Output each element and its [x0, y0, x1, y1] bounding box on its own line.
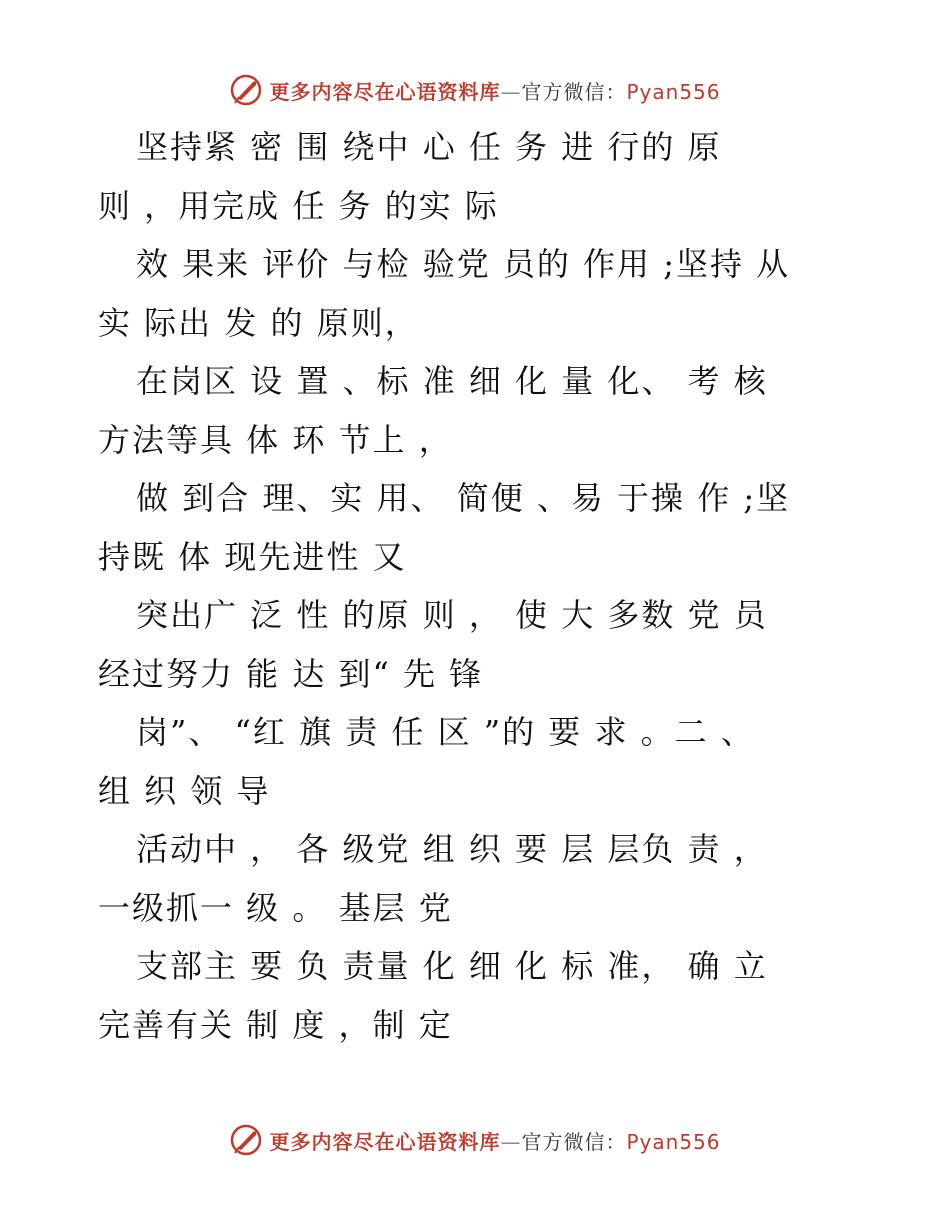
banner-wechat-id: Pyan556 — [626, 79, 721, 104]
text-line: 持既 体 现先进性 又 — [98, 537, 407, 576]
text-line: 坚持紧 密 围 绕中 心 任 务 进 行的 原 — [136, 128, 722, 166]
header-banner — [0, 70, 950, 110]
banner-wechat-label: 官方微信： — [521, 1129, 627, 1154]
text-line: 实 际出 发 的 原则， — [98, 303, 419, 342]
text-line: 支部主 要 负 责量 化 细 化 标 准， 确 立 — [136, 947, 768, 985]
banner-wechat-label: 官方微信： — [521, 79, 627, 104]
text-line: 方法等具 体 环 节上 ， — [98, 420, 453, 459]
banner-title: 更多内容尽在心语资料库 — [269, 79, 501, 104]
text-line: 完善有关 制 度 ，制 定 — [98, 1005, 453, 1044]
banner-title: 更多内容尽在心语资料库 — [269, 1129, 501, 1154]
text-line: 一级抓一 级 。 基层 党 — [98, 888, 453, 927]
banner-dash: — — [500, 79, 522, 104]
banner-dash: — — [500, 1129, 522, 1154]
footer-banner — [0, 1120, 950, 1160]
text-line: 突出广 泛 性 的原 则 ， 使 大 多数 党 员 — [136, 596, 768, 634]
text-line: 则 ，用完成 任 务 的实 际 — [98, 186, 499, 225]
feather-pen-circle-logo-icon — [229, 1123, 263, 1157]
banner-wechat-id: Pyan556 — [626, 1129, 721, 1154]
text-line: 效 果来 评价 与检 验党 员的 作用 ;坚持 从 — [136, 245, 791, 283]
text-line: 活动中 ， 各 级党 组 织 要 层 层负 责 ， — [136, 830, 768, 868]
text-line: 经过努力 能 达 到“ 先 锋 — [98, 654, 484, 693]
text-line: 岗”、 “红 旗 责 任 区 ”的 要 求 。二 、 — [136, 713, 755, 751]
text-line: 做 到合 理、实 用、 简便 、易 于操 作 ;坚 — [136, 479, 791, 517]
document-body — [98, 118, 858, 1054]
feather-pen-circle-logo-icon — [229, 73, 263, 107]
text-line: 在岗区 设 置 、标 准 细 化 量 化、 考 核 — [136, 362, 768, 400]
text-line: 组 织 领 导 — [98, 771, 271, 810]
